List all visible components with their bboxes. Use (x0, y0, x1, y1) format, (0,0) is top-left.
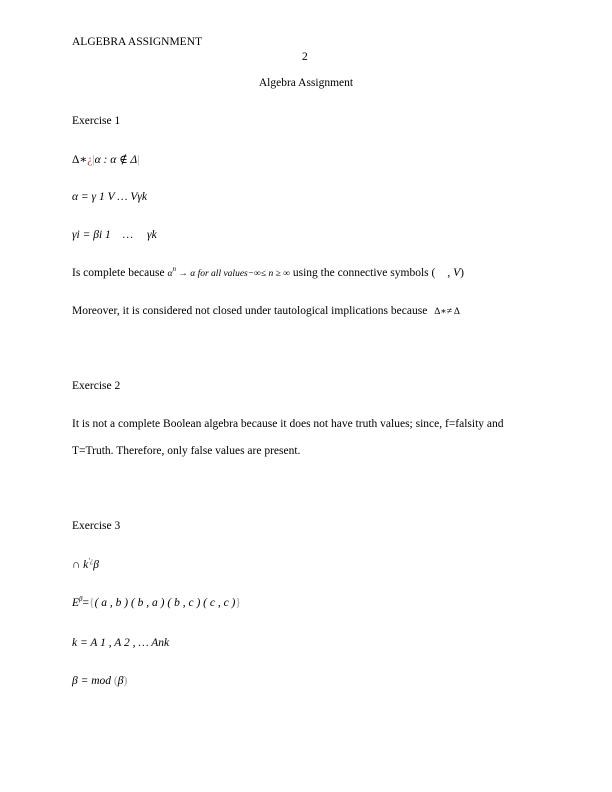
exercise-3-heading: Exercise 3 (72, 520, 121, 532)
bracket-open: | (92, 154, 95, 166)
page-number: 2 (302, 51, 308, 63)
running-head: ALGEBRA ASSIGNMENT (72, 36, 203, 48)
exercise-3-formula-1: ∩ k'¿β (72, 557, 100, 571)
moreover-math: Δ∗≠ Δ (434, 307, 460, 317)
inverted-question: ¿ (87, 154, 93, 166)
exercise-2-line-1: It is not a complete Boolean algebra because it does not have truth values; since, f=falsity and (72, 418, 504, 430)
exercise-3-formula-2: $E^\beta=${( a , b ) ( b , a ) ( b , c ) ( c , c )} (72, 595, 241, 609)
page-title: Algebra Assignment (258, 77, 354, 89)
complete-close: ) (460, 267, 464, 279)
exercise-1-formula-3 (72, 229, 157, 241)
exercise-1-formula-1 (72, 152, 139, 166)
formula-3-right: γk (147, 229, 157, 241)
exercise-2-heading: Exercise 2 (72, 380, 121, 392)
complete-suffix: using the connective symbols ( (292, 267, 436, 279)
moreover-text: Moreover, it is considered not closed under tautological implications because (72, 305, 428, 317)
complete-sentence (72, 267, 464, 279)
exercise-3-formula-4: β = mod (β) (72, 675, 128, 687)
exercise-2-line-2: T=Truth. Therefore, only false values are present. (72, 445, 301, 457)
connective-symbols: , V (447, 267, 461, 279)
exercise-1-formula-2: α = γ 1 V … Vγk (72, 191, 148, 203)
exercise-1-heading: Exercise 1 (72, 115, 121, 127)
bracket-close: | (137, 154, 140, 166)
formula-3-left: γi = βi 1 (72, 229, 111, 241)
delta-star: Δ∗ (72, 154, 88, 166)
exercise-3-formula-3: k = A 1 , A 2 , … Ank (72, 637, 170, 649)
formula-3-dots: … (122, 229, 134, 241)
complete-math: $\alpha^n \to \alpha$ for all values−∞≤ n ≥ ∞ (167, 265, 290, 279)
moreover-sentence (72, 305, 460, 317)
set-body: α : α ∉ Δ (94, 154, 138, 166)
complete-prefix: Is complete because (72, 267, 165, 279)
